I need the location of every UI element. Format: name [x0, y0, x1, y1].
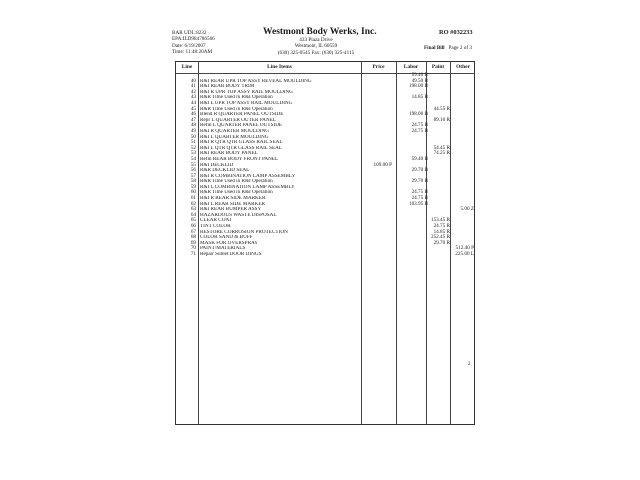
item-description-cell: CLEAR COAT — [200, 218, 232, 224]
line-number-cell: 71 — [190, 251, 196, 257]
line-number-cell: 43 — [190, 94, 196, 101]
column-header-paint: Paint — [431, 64, 445, 70]
item-description-cell: TINT COLOR — [200, 224, 231, 230]
paint-cell: 153.45 R — [430, 217, 450, 224]
labor-cell: 198.00 B — [408, 83, 428, 90]
paint-cell: 74.25 R — [433, 150, 450, 157]
labor-cell: 24.75 B — [411, 127, 428, 134]
line-number-cell: 61 — [190, 195, 196, 202]
item-description-cell: Refin L QUARTER PANEL OUTSIDE — [200, 123, 283, 129]
invoice-date: Date: 6/19/2007 — [172, 42, 206, 49]
labor-cell: 59.40 B — [411, 72, 428, 78]
paint-cell: 44.55 R — [433, 105, 450, 112]
line-number-cell: 50 — [190, 133, 196, 140]
labor-cell: 29.70 B — [411, 178, 428, 185]
bar-number: BAR UDL:8232 — [172, 30, 207, 36]
labor-cell: 59.40 B — [411, 155, 428, 162]
item-description-cell: RESTORE CORROSION PROTECTION — [200, 229, 288, 235]
line-number-cell: 58 — [190, 178, 196, 185]
line-number-cell: 41 — [190, 83, 196, 90]
labor-cell: 103.95 B — [408, 200, 428, 207]
paint-cell: 89.10 R — [433, 116, 450, 123]
item-description-cell: R&R Time Used in R&I Operation — [200, 179, 273, 185]
item-description-cell: R&I REAR UPR TOP ASSY REVEAL MOULDING — [200, 78, 312, 84]
line-number-cell: 56 — [190, 167, 196, 174]
paint-cell: 252.45 R — [430, 234, 450, 241]
item-description-cell: R&I R COMBINATION LAMP ASSEMBLY — [200, 173, 296, 179]
column-header-other: Other — [456, 64, 470, 70]
bill-status — [424, 45, 472, 51]
address-city: Westmont, IL 60559 — [294, 43, 338, 50]
item-description-cell: Refin REAR BODY FRONT PANEL — [200, 156, 279, 162]
item-description-cell: R&I L UPR TOP ASSY RAIL MOULDING — [200, 100, 293, 106]
column-header-price: Price — [372, 64, 385, 70]
line-number-cell: 53 — [190, 150, 196, 157]
line-number-cell: 62 — [190, 200, 196, 207]
line-number-cell: 68 — [190, 234, 196, 241]
shop-registration-block — [172, 30, 215, 56]
company-address — [270, 37, 362, 56]
invoice-time: Time: 11:48:20AM — [172, 49, 213, 56]
line-number-cell: 64 — [190, 211, 196, 218]
line-number-cell: 63 — [190, 206, 196, 213]
line-items-body — [176, 73, 474, 258]
other-cell: 512.40 P — [455, 245, 474, 252]
item-description-cell: R&I REAR BODY PANEL — [200, 151, 258, 157]
labor-cell: 24.75 B — [411, 195, 428, 202]
item-description-cell: COLOR SAND & BUFF — [200, 235, 253, 241]
item-description-cell: R&R Time Used in R&I Operation — [200, 106, 273, 112]
line-number-cell: 69 — [190, 239, 196, 246]
line-number-cell: 44 — [190, 99, 196, 106]
line-number-cell: 51 — [190, 139, 196, 146]
line-items-table — [175, 61, 475, 425]
labor-cell: 29.70 B — [411, 167, 428, 174]
labor-cell: 24.75 B — [411, 122, 428, 129]
labor-cell: 49.50 B — [411, 77, 428, 84]
item-description-cell: Repr L QUARTER OUTER PANEL — [200, 117, 276, 123]
page-label: Page 2 of 3 — [448, 45, 472, 51]
item-description-cell: R&I L COMBINATION LAMP ASSEMBLY — [200, 184, 295, 190]
line-number-cell: 67 — [190, 228, 196, 235]
item-description-cell: R&I L REAR SIDE MARKER — [200, 201, 265, 207]
line-number-cell: 65 — [190, 217, 196, 224]
line-number-cell: 57 — [190, 172, 196, 179]
labor-cell: 24.75 B — [411, 189, 428, 196]
item-description-cell: R&I L QUARTER MOULDING — [200, 134, 269, 140]
line-number-cell: 49 — [190, 127, 196, 134]
bill-label: Final Bill — [424, 45, 445, 51]
item-description-cell: R&I REAR BUMPER ASSY — [200, 207, 262, 213]
item-description-cell: R&I R UPR TOP ASSY RAIL MOULDING — [200, 89, 293, 95]
item-description-cell: PAINT/MATERIALS — [200, 246, 246, 252]
item-description-cell: R&I R QUARTER MOULDING — [200, 128, 269, 134]
line-number-cell: 47 — [190, 116, 196, 123]
line-number-cell: 48 — [190, 122, 196, 129]
item-description-cell: R&I DECKLID — [200, 162, 234, 168]
column-header-line: Line — [181, 64, 193, 70]
paint-cell: 24.75 R — [433, 223, 450, 230]
line-number-cell: 55 — [190, 161, 196, 168]
item-description-cell: MASK FOR OVERSPRAY — [200, 240, 259, 246]
line-number-cell: 45 — [190, 105, 196, 112]
page-number: 2 — [468, 362, 471, 367]
item-description-cell: R&R Time Used in R&I Operation — [200, 95, 273, 101]
line-number-cell: 54 — [190, 155, 196, 162]
line-number-cell: 52 — [190, 144, 196, 151]
other-cell: 5.00 Z — [460, 206, 474, 213]
line-number-cell: 70 — [190, 245, 196, 252]
item-description-cell: R&I REAR BODY TRIM — [200, 84, 255, 90]
item-description-cell: Blend R QUARTER PANEL OUTSIDE — [200, 112, 284, 118]
price-cell: 109.00 P — [373, 161, 392, 168]
column-header-items: Line Items — [267, 64, 292, 70]
ro-number: RO #032233 — [439, 29, 473, 36]
line-number-cell: 40 — [190, 77, 196, 84]
item-description-cell: R&I L QTR QTR GLASS RAIL SEAL — [200, 145, 283, 151]
column-header-labor: Labor — [403, 64, 419, 70]
line-number-cell: 59 — [190, 183, 196, 190]
other-cell: 225.00 L — [455, 251, 474, 257]
address-phone: (630) 325-0545 Fax: (630) 325-4115 — [277, 49, 355, 56]
epa-number: EPA:ILD984786566 — [172, 36, 215, 43]
item-description-cell: R&I R QTR QTR GLASS RAIL SEAL — [200, 140, 283, 146]
item-description-cell: R&I R REAR SIDE MARKER — [200, 196, 266, 202]
item-description-cell: Repair Sublet DOOR DINGS — [200, 252, 262, 257]
labor-cell: 14.85 B — [411, 94, 428, 101]
paint-cell: 29.70 R — [433, 239, 450, 246]
line-number-cell: 46 — [190, 111, 196, 118]
paint-cell: 54.45 R — [433, 144, 450, 151]
table-row — [176, 252, 474, 258]
line-number-cell: 60 — [190, 189, 196, 196]
item-description-cell: R&R DECKLID SEAL — [200, 168, 250, 174]
paint-cell: 14.85 R — [433, 228, 450, 235]
labor-cell: 198.00 B — [408, 111, 428, 118]
line-number-cell: 66 — [190, 223, 196, 230]
address-street: 433 Plaza Drive — [299, 37, 333, 43]
item-description-cell: R&R Time Used in R&I Operation — [200, 190, 273, 196]
company-name: Westmont Body Werks, Inc. — [263, 27, 377, 37]
line-number-cell: 42 — [190, 88, 196, 95]
item-description-cell: HAZARDOUS WASTE DISPOSAL — [200, 212, 277, 218]
